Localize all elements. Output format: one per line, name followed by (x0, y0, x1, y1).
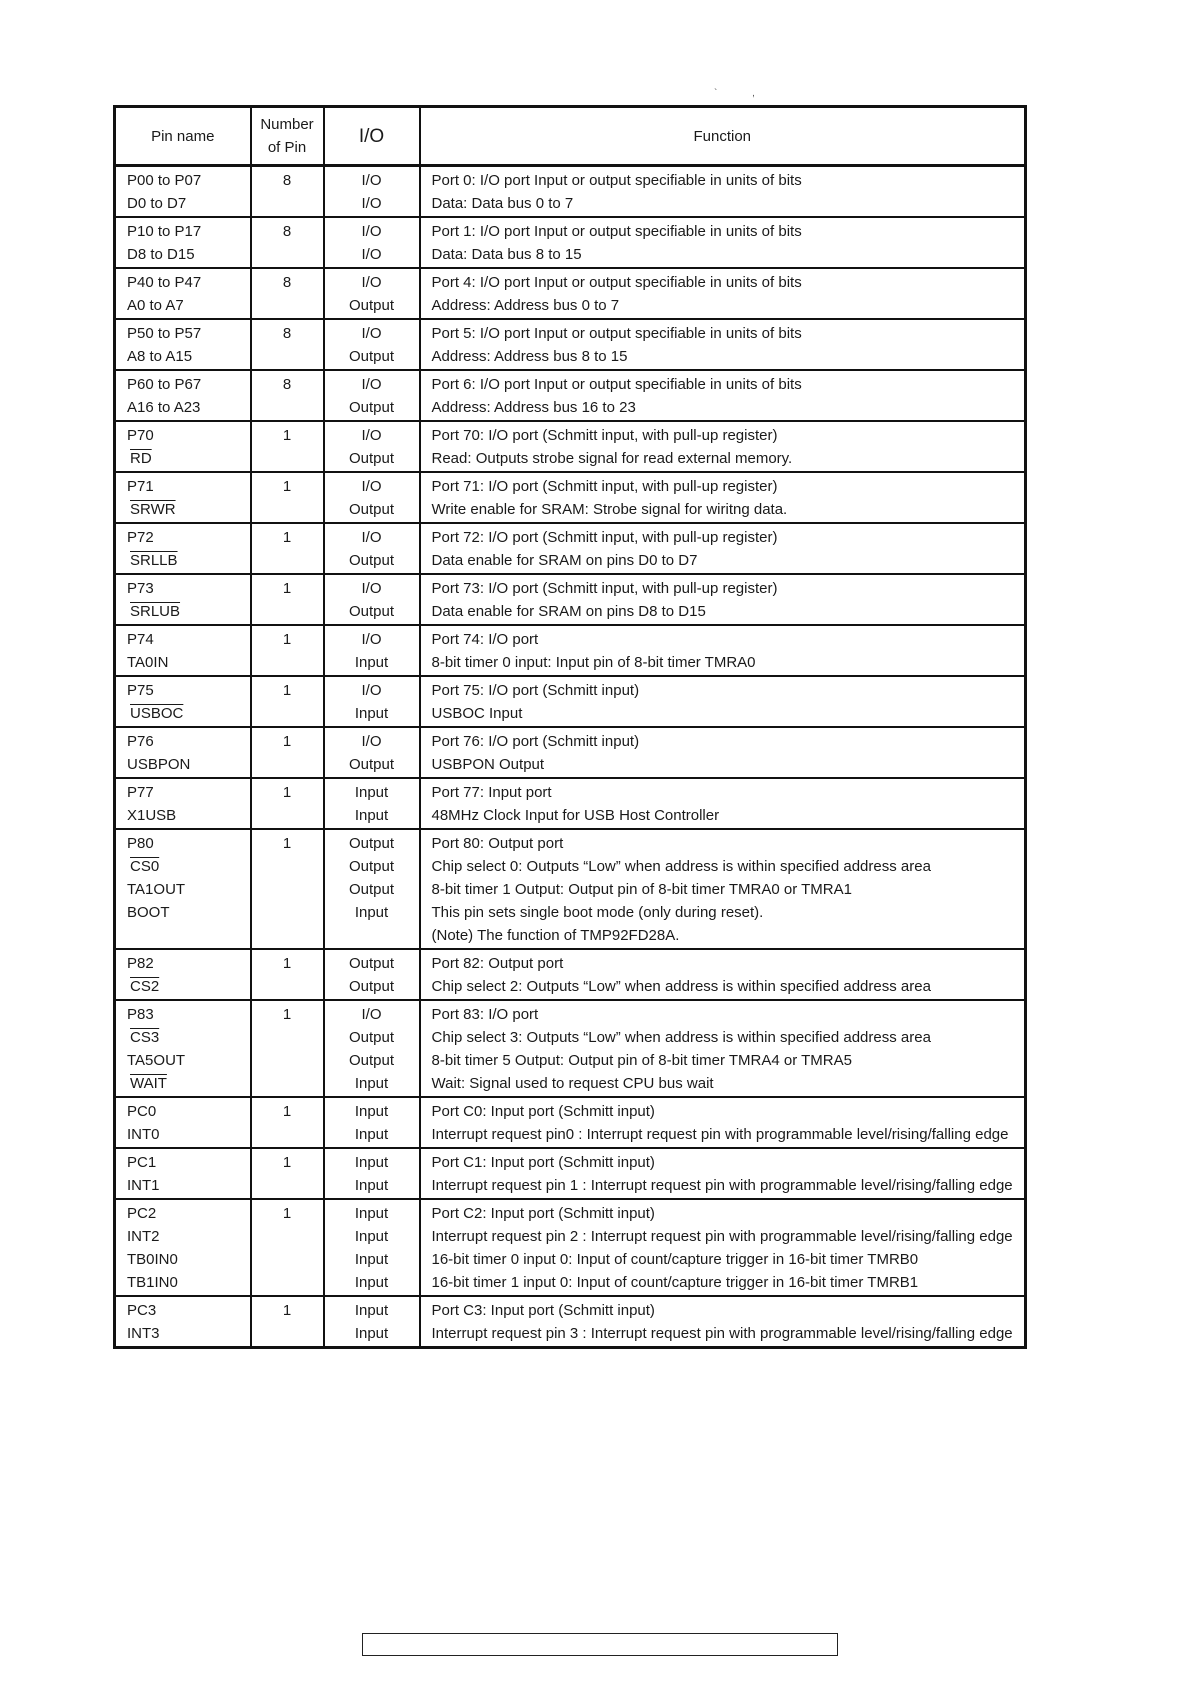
function-description: Port 0: I/O port Input or output specifiable in units of bits (431, 172, 802, 189)
pin-name: P10 to P17 (127, 223, 202, 240)
table-row (115, 421, 1026, 472)
pin-name-cell (115, 949, 251, 1000)
function-description: 8-bit timer 1 Output: Output pin of 8-bit timer TMRA0 or TMRA1 (431, 881, 852, 898)
pin-name-cell (115, 829, 251, 949)
function-description: This pin sets single boot mode (only during reset). (431, 904, 764, 921)
pin-count-cell (251, 778, 324, 829)
table-row (115, 1296, 1026, 1348)
pin-name-cell (115, 1097, 251, 1148)
function-cell (420, 421, 1026, 472)
io-direction: Input (354, 1325, 389, 1342)
function-description: Port C2: Input port (Schmitt input) (431, 1205, 655, 1222)
function-cell (420, 1097, 1026, 1148)
header-number-line1: Number (260, 116, 314, 133)
io-cell (324, 1296, 420, 1348)
pin-count: 1 (282, 955, 292, 972)
pin-count: 8 (282, 325, 292, 342)
io-direction: Input (354, 1205, 389, 1222)
function-description: Port 70: I/O port (Schmitt input, with pull-up register) (431, 427, 778, 444)
pin-name: USBOC (130, 705, 184, 722)
function-cell (420, 625, 1026, 676)
pin-name-cell (115, 676, 251, 727)
function-description: Port 5: I/O port Input or output specifiable in units of bits (431, 325, 802, 342)
io-cell (324, 727, 420, 778)
io-direction: Input (354, 807, 389, 824)
function-description: Read: Outputs strobe signal for read external memory. (431, 450, 793, 467)
function-description: Interrupt request pin0 : Interrupt request pin with programmable level/rising/falling edge (431, 1126, 1009, 1143)
pin-function-table (113, 105, 1027, 1349)
pin-name: P40 to P47 (127, 274, 202, 291)
pin-count: 8 (282, 223, 292, 240)
table-header-row (115, 107, 1026, 166)
io-cell (324, 472, 420, 523)
pin-name-cell (115, 1000, 251, 1097)
io-direction: Input (354, 904, 389, 921)
pin-count-cell (251, 829, 324, 949)
function-description: Port 76: I/O port (Schmitt input) (431, 733, 640, 750)
pin-name: P50 to P57 (127, 325, 202, 342)
pin-count: 1 (282, 631, 292, 648)
function-cell (420, 829, 1026, 949)
pin-name: TA1OUT (127, 881, 186, 898)
io-direction: Output (348, 450, 395, 467)
pin-name-cell (115, 217, 251, 268)
function-description: Port 77: Input port (431, 784, 552, 801)
pin-count: 1 (282, 427, 292, 444)
io-direction: Input (354, 1177, 389, 1194)
pin-name: SRLLB (130, 552, 178, 569)
io-cell (324, 217, 420, 268)
io-cell (324, 1199, 420, 1296)
table-row (115, 1148, 1026, 1199)
io-cell (324, 1097, 420, 1148)
function-description: Port C3: Input port (Schmitt input) (431, 1302, 655, 1319)
function-cell (420, 1199, 1026, 1296)
function-description: Chip select 3: Outputs “Low” when address is within specified address area (431, 1029, 931, 1046)
pin-name: CS0 (130, 858, 160, 875)
io-cell (324, 1000, 420, 1097)
pin-count-cell (251, 1199, 324, 1296)
io-direction: Output (348, 835, 395, 852)
function-cell (420, 949, 1026, 1000)
io-direction: Output (348, 348, 395, 365)
table-row (115, 268, 1026, 319)
function-description: Port 72: I/O port (Schmitt input, with pull-up register) (431, 529, 778, 546)
pin-count-cell (251, 1148, 324, 1199)
io-direction: Input (354, 1154, 389, 1171)
pin-name: INT0 (127, 1126, 160, 1143)
function-description: 8-bit timer 0 input: Input pin of 8-bit timer TMRA0 (431, 654, 756, 671)
pin-name: BOOT (127, 904, 170, 921)
pin-count: 1 (282, 580, 292, 597)
table-row (115, 949, 1026, 1000)
function-cell (420, 574, 1026, 625)
header-io: I/O (324, 107, 420, 166)
pin-count: 8 (282, 172, 292, 189)
io-direction: Output (348, 1052, 395, 1069)
function-cell (420, 472, 1026, 523)
pin-name-cell (115, 1148, 251, 1199)
function-cell (420, 1000, 1026, 1097)
io-direction: Output (348, 881, 395, 898)
pin-name: INT2 (127, 1228, 160, 1245)
io-direction: Input (354, 705, 389, 722)
function-description: Port 73: I/O port (Schmitt input, with pull-up register) (431, 580, 778, 597)
pin-count-cell (251, 472, 324, 523)
function-description: Port C1: Input port (Schmitt input) (431, 1154, 655, 1171)
function-description: 16-bit timer 0 input 0: Input of count/capture trigger in 16-bit timer TMRB0 (431, 1251, 919, 1268)
function-cell (420, 1296, 1026, 1348)
pin-name: $\overline{RD}$ (130, 450, 152, 467)
function-cell (420, 319, 1026, 370)
table-row (115, 829, 1026, 949)
header-number-line2: of Pin (267, 139, 307, 156)
page-mark: ` , (714, 88, 771, 99)
header-pin-name: Pin name (115, 107, 251, 166)
function-description: Port 71: I/O port (Schmitt input, with pull-up register) (431, 478, 778, 495)
pin-name: TB0IN0 (127, 1251, 178, 1268)
pin-name-cell (115, 625, 251, 676)
io-direction: Output (348, 978, 395, 995)
io-direction: I/O (361, 195, 382, 212)
io-direction: I/O (361, 223, 382, 240)
pin-count: 1 (282, 784, 292, 801)
pin-name-cell (115, 268, 251, 319)
pin-name: SRWR (130, 501, 176, 518)
table-row (115, 625, 1026, 676)
io-direction: I/O (361, 246, 382, 263)
io-direction: Output (348, 399, 395, 416)
table-row (115, 574, 1026, 625)
function-description: Address: Address bus 16 to 23 (431, 399, 636, 416)
pin-name: INT3 (127, 1325, 160, 1342)
pin-count: 1 (282, 1103, 292, 1120)
pin-count: 1 (282, 682, 292, 699)
pin-name-cell (115, 370, 251, 421)
pin-name-cell (115, 778, 251, 829)
io-direction: I/O (361, 529, 382, 546)
io-direction: I/O (361, 478, 382, 495)
footer-box (362, 1633, 838, 1656)
pin-count-cell (251, 268, 324, 319)
pin-name: P76 (127, 733, 154, 750)
pin-count: 1 (282, 733, 292, 750)
pin-count: 1 (282, 835, 292, 852)
pin-name-cell (115, 1296, 251, 1348)
io-direction: Input (354, 1274, 389, 1291)
pin-name-cell (115, 727, 251, 778)
pin-count-cell (251, 676, 324, 727)
pin-name-cell (115, 421, 251, 472)
pin-name-cell (115, 166, 251, 218)
io-cell (324, 166, 420, 218)
pin-name: PC2 (127, 1205, 157, 1222)
function-cell (420, 778, 1026, 829)
function-description: Chip select 2: Outputs “Low” when address is within specified address area (431, 978, 931, 995)
pin-name: INT1 (127, 1177, 160, 1194)
pin-name: P70 (127, 427, 154, 444)
table-row (115, 1097, 1026, 1148)
io-direction: I/O (361, 325, 382, 342)
table-row (115, 319, 1026, 370)
pin-count-cell (251, 949, 324, 1000)
function-description: Interrupt request pin 2 : Interrupt request pin with programmable level/rising/falling edge (431, 1228, 1013, 1245)
pin-count-cell (251, 217, 324, 268)
io-direction: Output (348, 297, 395, 314)
pin-name: X1USB (127, 807, 177, 824)
function-cell (420, 217, 1026, 268)
io-direction: I/O (361, 733, 382, 750)
function-cell (420, 370, 1026, 421)
pin-name-cell (115, 319, 251, 370)
pin-name: A0 to A7 (127, 297, 184, 314)
io-direction: I/O (361, 1006, 382, 1023)
pin-name: CS2 (130, 978, 160, 995)
pin-count-cell (251, 523, 324, 574)
pin-count-cell (251, 1000, 324, 1097)
io-direction: Output (348, 603, 395, 620)
io-direction: I/O (361, 631, 382, 648)
function-description: Write enable for SRAM: Strobe signal for wiritng data. (431, 501, 788, 518)
io-direction: I/O (361, 580, 382, 597)
pin-name: CS3 (130, 1029, 160, 1046)
pin-name: P00 to P07 (127, 172, 202, 189)
header-number-of-pin (251, 107, 324, 166)
function-cell (420, 166, 1026, 218)
pin-name-cell (115, 472, 251, 523)
pin-count-cell (251, 1097, 324, 1148)
io-direction: Input (354, 1103, 389, 1120)
pin-name: PC3 (127, 1302, 157, 1319)
io-cell (324, 370, 420, 421)
table-row (115, 166, 1026, 218)
io-cell (324, 676, 420, 727)
pin-name: WAIT (130, 1075, 167, 1092)
table-body (115, 166, 1026, 1348)
pin-name: P72 (127, 529, 154, 546)
io-direction: Input (354, 1302, 389, 1319)
pin-count-cell (251, 727, 324, 778)
function-description: 48MHz Clock Input for USB Host Controller (431, 807, 720, 824)
io-cell (324, 778, 420, 829)
function-description: Port C0: Input port (Schmitt input) (431, 1103, 655, 1120)
table-row (115, 217, 1026, 268)
table-row (115, 727, 1026, 778)
function-description: Interrupt request pin 3 : Interrupt request pin with programmable level/rising/falling edge (431, 1325, 1013, 1342)
pin-name-cell (115, 1199, 251, 1296)
function-description: USBPON Output (431, 756, 545, 773)
function-description: Data enable for SRAM on pins D0 to D7 (431, 552, 698, 569)
pin-count: 1 (282, 529, 292, 546)
table-row (115, 1000, 1026, 1097)
function-description: Data enable for SRAM on pins D8 to D15 (431, 603, 706, 620)
io-direction: I/O (361, 427, 382, 444)
io-cell (324, 1148, 420, 1199)
table-row (115, 370, 1026, 421)
pin-count-cell (251, 166, 324, 218)
io-direction: Input (354, 1126, 389, 1143)
function-description: Port 6: I/O port Input or output specifiable in units of bits (431, 376, 802, 393)
io-direction: Output (348, 858, 395, 875)
pin-name: P74 (127, 631, 154, 648)
io-cell (324, 268, 420, 319)
pin-name: P82 (127, 955, 154, 972)
function-cell (420, 727, 1026, 778)
io-direction: Output (348, 756, 395, 773)
pin-count-cell (251, 574, 324, 625)
table-row (115, 1199, 1026, 1296)
table-row (115, 523, 1026, 574)
io-cell (324, 319, 420, 370)
function-description: Address: Address bus 0 to 7 (431, 297, 620, 314)
function-description: Wait: Signal used to request CPU bus wait (431, 1075, 714, 1092)
pin-name: PC1 (127, 1154, 157, 1171)
pin-count: 1 (282, 478, 292, 495)
pin-count-cell (251, 625, 324, 676)
pin-count-cell (251, 370, 324, 421)
io-direction: I/O (361, 172, 382, 189)
pin-name: TB1IN0 (127, 1274, 178, 1291)
pin-name: A16 to A23 (127, 399, 201, 416)
pin-name: TA5OUT (127, 1052, 186, 1069)
table-row (115, 778, 1026, 829)
function-description: USBOC Input (431, 705, 523, 722)
function-cell (420, 1148, 1026, 1199)
function-description: Port 75: I/O port (Schmitt input) (431, 682, 640, 699)
function-description: Chip select 0: Outputs “Low” when address is within specified address area (431, 858, 931, 875)
io-cell (324, 523, 420, 574)
function-description: Address: Address bus 8 to 15 (431, 348, 628, 365)
pin-count: 1 (282, 1154, 292, 1171)
function-description: Port 80: Output port (431, 835, 564, 852)
pin-name: A8 to A15 (127, 348, 193, 365)
function-description: 16-bit timer 1 input 0: Input of count/capture trigger in 16-bit timer TMRB1 (431, 1274, 919, 1291)
io-direction: I/O (361, 682, 382, 699)
function-cell (420, 676, 1026, 727)
pin-count: 1 (282, 1205, 292, 1222)
io-direction: Output (348, 955, 395, 972)
table-row (115, 472, 1026, 523)
pin-count: 1 (282, 1302, 292, 1319)
pin-name: P83 (127, 1006, 154, 1023)
pin-name: P80 (127, 835, 154, 852)
io-direction: I/O (361, 274, 382, 291)
function-description: (Note) The function of TMP92FD28A. (431, 927, 680, 944)
pin-name: D0 to D7 (127, 195, 187, 212)
pin-name: SRLUB (130, 603, 181, 620)
pin-name-cell (115, 574, 251, 625)
pin-name: PC0 (127, 1103, 157, 1120)
pin-count-cell (251, 319, 324, 370)
pin-name: P75 (127, 682, 154, 699)
pin-count: 1 (282, 1006, 292, 1023)
function-description: Port 1: I/O port Input or output specifiable in units of bits (431, 223, 802, 240)
pin-count: 8 (282, 376, 292, 393)
pin-name: P73 (127, 580, 154, 597)
pin-name: TA0IN (127, 654, 169, 671)
function-description: Port 4: I/O port Input or output specifiable in units of bits (431, 274, 802, 291)
pin-name: P60 to P67 (127, 376, 202, 393)
pin-name: P71 (127, 478, 154, 495)
function-description: Port 82: Output port (431, 955, 564, 972)
function-description: Data: Data bus 8 to 15 (431, 246, 582, 263)
pin-count-cell (251, 421, 324, 472)
io-cell (324, 625, 420, 676)
io-direction: Output (348, 552, 395, 569)
pin-count-cell (251, 1296, 324, 1348)
pin-name: P77 (127, 784, 154, 801)
io-direction: Input (354, 1228, 389, 1245)
io-cell (324, 829, 420, 949)
io-direction: Input (354, 784, 389, 801)
io-direction: Output (348, 1029, 395, 1046)
function-cell (420, 523, 1026, 574)
io-cell (324, 949, 420, 1000)
io-cell (324, 574, 420, 625)
io-direction: Output (348, 501, 395, 518)
io-cell (324, 421, 420, 472)
function-description: Data: Data bus 0 to 7 (431, 195, 574, 212)
function-description: 8-bit timer 5 Output: Output pin of 8-bit timer TMRA4 or TMRA5 (431, 1052, 852, 1069)
io-direction: Input (354, 1251, 389, 1268)
pin-name-cell (115, 523, 251, 574)
pin-name: USBPON (127, 756, 191, 773)
header-function: Function (420, 107, 1026, 166)
function-description: Interrupt request pin 1 : Interrupt request pin with programmable level/rising/falling edge (431, 1177, 1013, 1194)
io-direction: Input (354, 1075, 389, 1092)
io-direction: Input (354, 654, 389, 671)
pin-count: 8 (282, 274, 292, 291)
table-row (115, 676, 1026, 727)
function-description: Port 74: I/O port (431, 631, 539, 648)
io-direction: I/O (361, 376, 382, 393)
pin-name: D8 to D15 (127, 246, 195, 263)
function-cell (420, 268, 1026, 319)
function-description: Port 83: I/O port (431, 1006, 539, 1023)
